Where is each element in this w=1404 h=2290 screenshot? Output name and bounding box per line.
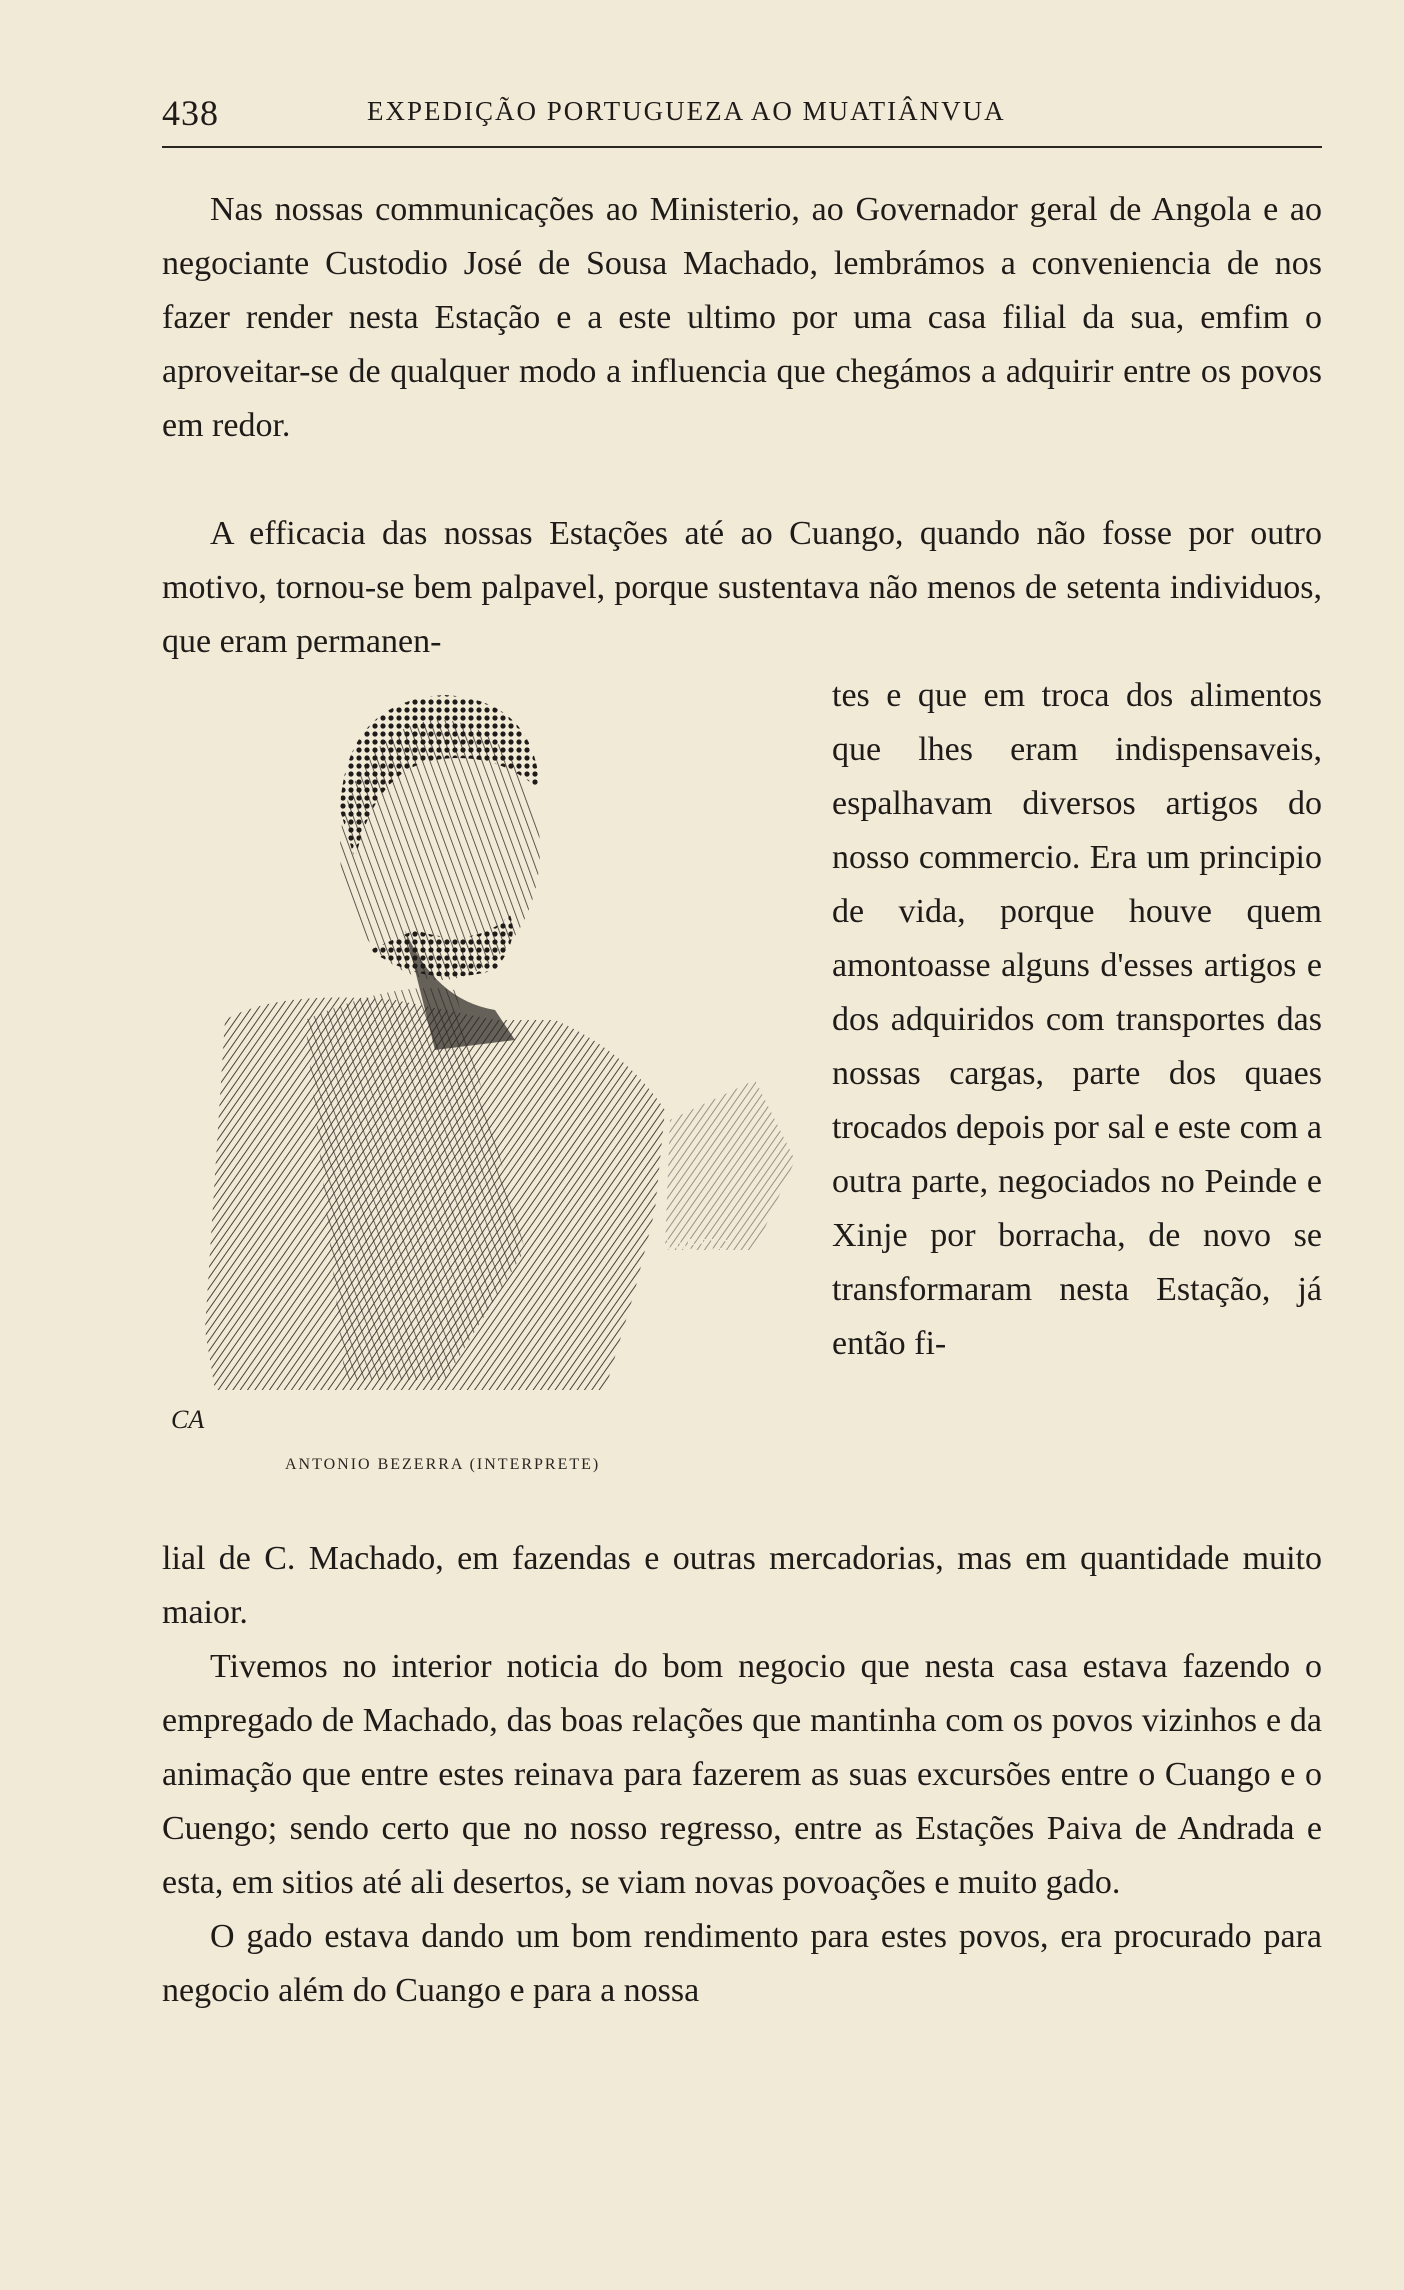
text-block-narrow bbox=[832, 669, 1322, 1371]
engraver-monogram: CA bbox=[171, 1405, 205, 1434]
engraver-signature: B.NETTO bbox=[660, 1237, 730, 1254]
text-block-wide bbox=[162, 507, 1322, 669]
text-block-top bbox=[162, 183, 1322, 453]
page-header bbox=[162, 82, 1322, 132]
portrait-engraving bbox=[195, 690, 825, 1460]
paragraph-2-end: lial de C. Machado, em fazendas e outras mercadorias, mas em quantidade muito maior. bbox=[162, 1540, 1322, 1631]
paragraph-1: Nas nossas communicações ao Ministerio, ao Governador geral de Angola e ao negociante Custodio José de Sousa Machado, lembrámos a conveniencia de nos fazer render nesta Estação e a este ultimo por uma casa filial da sua, emfim o aproveitar-se de qualquer modo a influencia que chegámos a adquirir entre os povos em redor. bbox=[162, 191, 1322, 444]
paragraph-2-narrow: tes e que em troca dos alimentos que lhes eram indispensaveis, espalhavam diversos artigos do nosso commercio. Era um principio de vida, porque houve quem amontoasse alguns d'esses artigos e dos adquiridos com transportes das nossas cargas, parte dos quaes trocados depois por sal e este com a outra parte, negociados no Peinde e Xinje por borracha, de novo se transformaram nesta Estação, já então fi- bbox=[832, 677, 1322, 1362]
figure-caption: ANTONIO BEZERRA (INTERPRETE) bbox=[285, 1456, 601, 1473]
portrait-illustration bbox=[195, 690, 825, 1460]
paragraph-3: Tivemos no interior noticia do bom negocio que nesta casa estava fazendo o empregado de Machado, das boas relações que mantinha com os povos vizinhos e da animação que entre estes reinava para fazerem as suas excursões entre o Cuango e o Cuengo; sendo certo que no nosso regresso, entre as Estações Paiva de Andrada e esta, em sitios até ali desertos, se viam novas povoações e muito gado. bbox=[162, 1648, 1322, 1901]
paragraph-2-wide: A efficacia das nossas Estações até ao Cuango, quando não fosse por outro motivo, tornou-se bem palpavel, porque sustentava não menos de setenta individuos, que eram permanen- bbox=[162, 515, 1322, 660]
paragraph-4: O gado estava dando um bom rendimento para estes povos, era procurado para negocio além do Cuango e para a nossa bbox=[162, 1918, 1322, 2009]
header-rule bbox=[162, 146, 1322, 148]
text-block-after-figure bbox=[162, 1532, 1322, 2018]
background-shade bbox=[665, 1080, 795, 1250]
page-number: 438 bbox=[162, 93, 219, 133]
running-head: EXPEDIÇÃO PORTUGUEZA AO MUATIÂNVUA bbox=[367, 96, 1006, 126]
